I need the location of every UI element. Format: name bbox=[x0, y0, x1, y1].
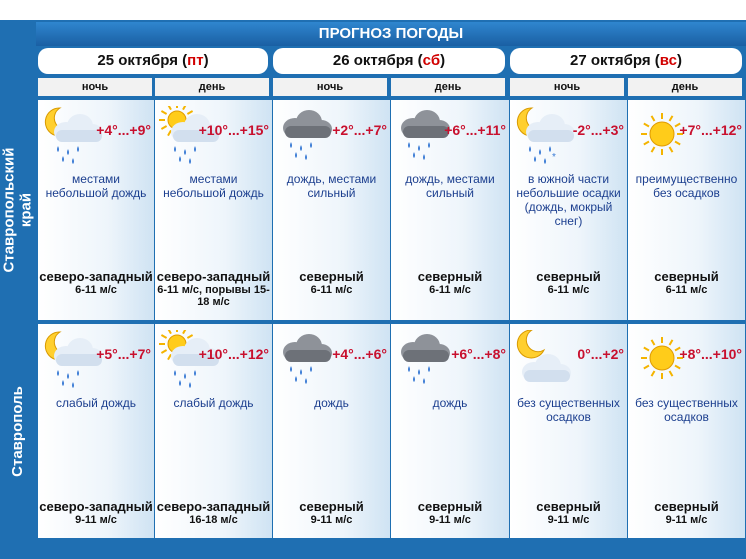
forecast-cell bbox=[38, 324, 155, 538]
weather-description: дождь, местами сильный bbox=[405, 172, 495, 200]
wind-direction: северо-западный bbox=[39, 269, 153, 284]
weather-description: без существенных осадков bbox=[635, 396, 738, 424]
weather-description: дождь, местами сильный bbox=[286, 172, 377, 200]
temperature-range: +6°...+8° bbox=[451, 346, 506, 362]
day-header-3 bbox=[510, 48, 742, 74]
forecast-cell bbox=[155, 100, 273, 320]
period-header: день bbox=[391, 78, 505, 96]
temperature-range: +7°...+12° bbox=[679, 122, 742, 138]
temperature-range: +2°...+7° bbox=[332, 122, 387, 138]
temperature-range: +8°...+10° bbox=[679, 346, 742, 362]
dark-cloud-rain-icon bbox=[277, 106, 337, 166]
temperature-range: +5°...+7° bbox=[96, 346, 151, 362]
period-header: ночь bbox=[38, 78, 152, 96]
wind-direction: северный bbox=[654, 269, 719, 284]
wind-speed: 6-11 м/с bbox=[75, 284, 117, 296]
forecast-cell bbox=[510, 324, 628, 538]
temperature-range: -2°...+3° bbox=[572, 122, 624, 138]
period-header: ночь bbox=[273, 78, 387, 96]
page-title: ПРОГНОЗ ПОГОДЫ bbox=[36, 22, 746, 46]
weather-description: дождь bbox=[314, 396, 349, 410]
region-label-city: Ставрополь bbox=[8, 385, 26, 477]
temperature-range: +4°...+6° bbox=[332, 346, 387, 362]
weather-description: без существенных осадков bbox=[517, 396, 620, 424]
forecast-cell bbox=[391, 100, 510, 320]
wind-direction: северо-западный bbox=[156, 269, 271, 284]
temperature-range: +10°...+15° bbox=[198, 122, 269, 138]
region-label-krai: Ставропольский край bbox=[0, 147, 34, 273]
day-close: ) bbox=[676, 52, 682, 69]
forecast-cell bbox=[628, 324, 746, 538]
day-header-1 bbox=[38, 48, 268, 74]
weather-description: местами небольшой дождь bbox=[163, 172, 264, 200]
day-date: 27 октября ( bbox=[570, 52, 660, 69]
wind-speed: 6-11 м/с, порывы 15-18 м/с bbox=[157, 284, 270, 308]
temperature-range: +6°...+11° bbox=[444, 122, 506, 138]
wind-speed: 9-11 м/с bbox=[547, 514, 590, 526]
dark-cloud-rain-icon bbox=[395, 330, 455, 390]
day-date: 26 октября ( bbox=[332, 52, 423, 69]
forecast-cell bbox=[273, 324, 391, 538]
wind-direction: северный bbox=[417, 499, 483, 514]
day-of-week: сб bbox=[422, 52, 441, 69]
wind-direction: северный bbox=[654, 499, 719, 514]
forecast-cell bbox=[628, 100, 746, 320]
wind-direction: северный bbox=[536, 499, 601, 514]
dark-cloud-rain-icon bbox=[277, 330, 337, 390]
wind-speed: 9-11 м/с bbox=[665, 514, 708, 526]
wind-speed: 6-11 м/с bbox=[429, 284, 471, 296]
moon-cloud-icon bbox=[514, 330, 574, 390]
temperature-range: +10°...+12° bbox=[198, 346, 269, 362]
wind-direction: северный bbox=[417, 269, 483, 284]
wind-speed: 9-11 м/с bbox=[310, 514, 353, 526]
forecast-cell bbox=[510, 100, 628, 320]
temperature-range: 0°...+2° bbox=[577, 346, 624, 362]
period-header: день bbox=[628, 78, 742, 96]
weather-description: местами небольшой дождь bbox=[45, 172, 147, 200]
wind-speed: 16-18 м/с bbox=[189, 514, 238, 526]
wind-speed: 6-11 м/с bbox=[665, 284, 708, 296]
forecast-cell bbox=[391, 324, 510, 538]
forecast-cell bbox=[273, 100, 391, 320]
temperature-range: +4°...+9° bbox=[96, 122, 151, 138]
moon-cloud-rain-icon bbox=[42, 106, 102, 166]
day-of-week: пт bbox=[187, 52, 204, 69]
wind-direction: северо-западный bbox=[156, 499, 271, 514]
wind-direction: северный bbox=[299, 499, 364, 514]
wind-speed: 9-11 м/с bbox=[75, 514, 117, 526]
weather-description: преимущественно без осадков bbox=[635, 172, 738, 200]
forecast-cell bbox=[155, 324, 273, 538]
row-divider bbox=[36, 320, 746, 323]
wind-direction: северный bbox=[536, 269, 601, 284]
day-date: 25 октября ( bbox=[97, 52, 188, 69]
wind-direction: северный bbox=[299, 269, 364, 284]
wind-speed: 9-11 м/с bbox=[429, 514, 471, 526]
weather-description: в южной части небольшие осадки (дождь, мокрый снег) bbox=[516, 172, 621, 228]
day-close: ) bbox=[440, 52, 446, 69]
day-header-2 bbox=[273, 48, 505, 74]
wind-direction: северо-западный bbox=[39, 499, 153, 514]
day-close: ) bbox=[203, 52, 209, 69]
period-header: день bbox=[155, 78, 269, 96]
day-of-week: вс bbox=[659, 52, 677, 69]
moon-cloud-snow-icon bbox=[514, 106, 574, 166]
moon-cloud-rain-icon bbox=[42, 330, 102, 390]
forecast-cell bbox=[38, 100, 155, 320]
wind-speed: 6-11 м/с bbox=[547, 284, 590, 296]
weather-description: слабый дождь bbox=[173, 396, 254, 410]
weather-description: дождь bbox=[432, 396, 468, 410]
wind-speed: 6-11 м/с bbox=[310, 284, 353, 296]
period-header: ночь bbox=[510, 78, 624, 96]
weather-description: слабый дождь bbox=[55, 396, 137, 410]
svg-text:*: * bbox=[552, 152, 556, 163]
